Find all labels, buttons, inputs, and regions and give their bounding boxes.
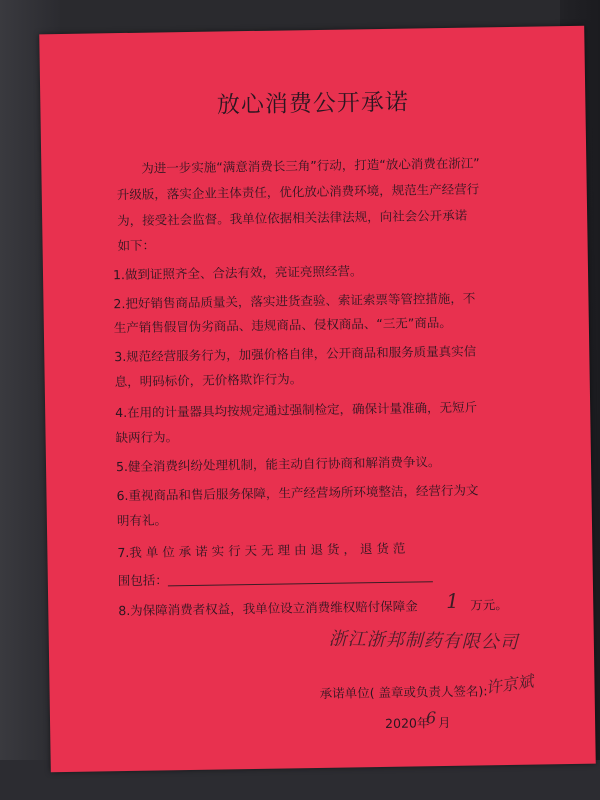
intro-line: 升级版，落实企业主体责任，优化放心消费环境，规范生产经营行 [116, 181, 480, 203]
company-stamp: 浙江浙邦制药有限公司 [328, 628, 519, 654]
item-2-cont: 生产销售假冒伪劣商品、违规商品、侵权商品、“三无”商品。 [113, 314, 452, 336]
item-6-cont: 明有礼。 [116, 512, 168, 529]
date-month: 6 [425, 708, 437, 728]
refund-scope-underline [168, 581, 433, 586]
promise-paper [39, 26, 596, 772]
document-title: 放心消费公开承诺 [216, 89, 410, 119]
item-7: 7.我 单 位 承 诺 实 行 天 无 理 由 退 货 ， 退 货 范 [117, 540, 406, 561]
signature-label: 承诺单位( 盖章或负责人签名): [319, 683, 488, 702]
date-year: 2020年 [384, 715, 430, 731]
intro-line: 为进一步实施“满意消费长三角”行动，打造“放心消费在浙江” [141, 155, 480, 176]
intro-line: 如下： [117, 237, 156, 254]
item-2: 2.把好销售商品质量关，落实进货查验、索证索票等管控措施，不 [113, 290, 476, 312]
intro-line: 为，接受社会监督。我单位依据相关法律法规，向社会公开承诺 [117, 207, 468, 229]
date-suffix: 月 [437, 714, 451, 731]
item-5: 5.健全消费纠纷处理机制，能主动自行协商和解消费争议。 [115, 454, 441, 475]
item-8-suffix: 万元。 [470, 597, 508, 613]
item-8: 8.为保障消费者权益，我单位设立消费维权赔付保障金 [118, 598, 418, 619]
item-3: 3.规范经营服务行为，加强价格自律，公开商品和服务质量真实信 [114, 343, 477, 365]
item-4: 4.在用的计量器具均按规定通过强制检定，确保计量准确，无短斤 [115, 399, 478, 421]
handwritten-signature: 许京斌 [484, 671, 535, 698]
item-1: 1.做到证照齐全、合法有效，亮证亮照经营。 [112, 263, 363, 283]
deposit-amount: 1 [446, 588, 460, 614]
item-6: 6.重视商品和售后服务保障，生产经营场所环境整洁，经营行为文 [116, 482, 479, 504]
item-7-cont: 围包括： [117, 572, 168, 589]
item-4-cont: 缺两行为。 [115, 429, 179, 446]
item-3-cont: 息，明码标价，无价格欺诈行为。 [114, 371, 303, 390]
